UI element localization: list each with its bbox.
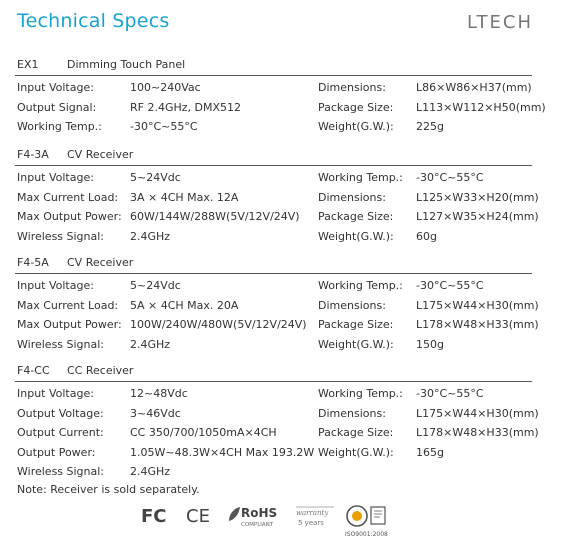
section-header	[15, 56, 532, 73]
spec-label: Output Current:	[17, 426, 104, 439]
spec-label: Output Voltage:	[17, 406, 104, 420]
spec-section	[15, 146, 539, 243]
spec-row	[15, 297, 539, 315]
spec-label: Working Temp.:	[17, 120, 102, 133]
spec-label: Max Output Power:	[17, 210, 122, 223]
spec-row	[15, 277, 532, 295]
spec-label: Working Temp.:	[318, 279, 403, 292]
fc-text: FC	[141, 506, 167, 527]
model-name: CV Receiver	[67, 148, 134, 161]
spec-row	[15, 228, 532, 246]
spec-label: Package Size:	[318, 426, 394, 439]
spec-label: Dimensions:	[318, 298, 386, 312]
section-divider	[15, 165, 532, 166]
spec-value: 60W/144W/288W(5V/12V/24V)	[130, 210, 300, 223]
spec-label: Working Temp.:	[318, 387, 403, 400]
spec-value: -30°C~55°C	[416, 279, 484, 292]
section-header	[15, 146, 532, 163]
spec-label: Working Temp.:	[318, 171, 403, 184]
spec-value: 2.4GHz	[130, 229, 171, 243]
spec-row	[15, 99, 546, 117]
spec-label: Input Voltage:	[17, 171, 94, 184]
spec-value: L113×W112×H50(mm)	[416, 100, 546, 114]
warranty-years-text: 5 years	[298, 519, 324, 527]
spec-label: Input Voltage:	[17, 81, 94, 94]
model-code: F4-CC	[17, 364, 50, 377]
spec-value: L125×W33×H20(mm)	[416, 190, 539, 204]
spec-value: L127×W35×H24(mm)	[416, 210, 539, 223]
model-name: Dimming Touch Panel	[67, 58, 186, 71]
spec-label: Input Voltage:	[17, 279, 94, 292]
section-header	[15, 254, 532, 271]
spec-label: Wireless Signal:	[17, 465, 105, 478]
spec-label: Weight(G.W.):	[318, 337, 394, 351]
spec-row	[15, 316, 539, 334]
spec-value: CC 350/700/1050mA×4CH	[130, 426, 277, 439]
spec-value: 100W/240W/480W(5V/12V/24V)	[130, 318, 307, 331]
spec-section	[15, 254, 539, 351]
spec-label: Output Signal:	[17, 100, 97, 114]
spec-value: -30°C~55°C	[130, 120, 198, 133]
section-divider	[15, 273, 532, 274]
spec-label: Dimensions:	[318, 406, 386, 420]
spec-value: 5~24Vdc	[130, 171, 181, 184]
model-name: CC Receiver	[67, 364, 134, 377]
spec-value: 2.4GHz	[130, 465, 171, 478]
ce-logo	[185, 503, 215, 527]
footnote: Note: Receiver is sold separately.	[17, 483, 200, 496]
spec-row	[15, 405, 539, 423]
spec-value: 5A × 4CH Max. 20A	[130, 298, 239, 312]
section-header	[15, 362, 532, 379]
spec-value: L86×W86×H37(mm)	[416, 81, 532, 94]
rohs-text: RoHS	[241, 506, 278, 520]
spec-value: RF 2.4GHz, DMX512	[130, 100, 242, 114]
model-code: F4-3A	[17, 148, 49, 161]
spec-value: 3~46Vdc	[130, 406, 181, 420]
warranty-text: warranty	[296, 509, 329, 517]
spec-row	[15, 169, 532, 187]
spec-label: Max Current Load:	[17, 298, 119, 312]
spec-value: 2.4GHz	[130, 337, 171, 351]
rohs-subtext: COMPLIANT	[241, 522, 274, 528]
spec-value: L175×W44×H30(mm)	[416, 298, 539, 312]
spec-label: Max Output Power:	[17, 318, 122, 331]
spec-row	[15, 463, 532, 481]
spec-value: 100~240Vac	[130, 81, 201, 94]
spec-row	[15, 385, 532, 403]
spec-label: Max Current Load:	[17, 190, 119, 204]
model-code: EX1	[17, 58, 39, 71]
spec-value: 1.05W~48.3W×4CH Max 193.2W	[130, 445, 315, 459]
spec-label: Weight(G.W.):	[318, 445, 394, 459]
spec-row	[15, 424, 539, 442]
iso-text: ISO9001:2008	[345, 531, 388, 538]
spec-section	[15, 362, 539, 478]
certification-logos	[140, 503, 400, 539]
brand-logo: LTECH	[466, 12, 533, 33]
spec-label: Input Voltage:	[17, 387, 94, 400]
page-title: Technical Specs	[17, 10, 170, 32]
spec-row	[15, 444, 532, 462]
spec-row	[15, 189, 539, 207]
spec-row	[15, 336, 532, 354]
spec-value: L178×W48×H33(mm)	[416, 426, 539, 439]
spec-value: L178×W48×H33(mm)	[416, 318, 539, 331]
spec-label: Package Size:	[318, 100, 394, 114]
spec-label: Weight(G.W.):	[318, 229, 394, 243]
fc-logo	[140, 503, 172, 527]
spec-value: 3A × 4CH Max. 12A	[130, 190, 239, 204]
spec-label: Wireless Signal:	[17, 337, 105, 351]
spec-row	[15, 79, 532, 97]
model-code: F4-5A	[17, 256, 49, 269]
spec-value: L175×W44×H30(mm)	[416, 406, 539, 420]
spec-value: 60g	[416, 229, 437, 243]
spec-label: Wireless Signal:	[17, 229, 105, 243]
warranty-badge	[290, 503, 340, 531]
spec-value: -30°C~55°C	[416, 387, 484, 400]
spec-label: Dimensions:	[318, 81, 386, 94]
spec-value: 150g	[416, 337, 444, 351]
leaf-icon	[229, 507, 240, 521]
iso-logo	[345, 503, 395, 539]
iso-center-icon	[352, 511, 362, 521]
certificate-lines-icon	[374, 511, 382, 517]
spec-value: 165g	[416, 445, 444, 459]
certificate-icon	[371, 507, 385, 524]
spec-label: Dimensions:	[318, 190, 386, 204]
spec-row	[15, 118, 532, 136]
spec-row	[15, 208, 539, 226]
spec-value: 5~24Vdc	[130, 279, 181, 292]
spec-section	[15, 56, 546, 133]
ce-text: CE	[186, 506, 210, 527]
model-name: CV Receiver	[67, 256, 134, 269]
spec-label: Weight(G.W.):	[318, 120, 394, 133]
spec-label: Output Power:	[17, 445, 96, 459]
section-divider	[15, 75, 532, 76]
rohs-logo	[226, 503, 282, 531]
section-divider	[15, 381, 532, 382]
spec-label: Package Size:	[318, 318, 394, 331]
spec-value: 12~48Vdc	[130, 387, 188, 400]
spec-label: Package Size:	[318, 210, 394, 223]
spec-value: -30°C~55°C	[416, 171, 484, 184]
spec-value: 225g	[416, 120, 444, 133]
